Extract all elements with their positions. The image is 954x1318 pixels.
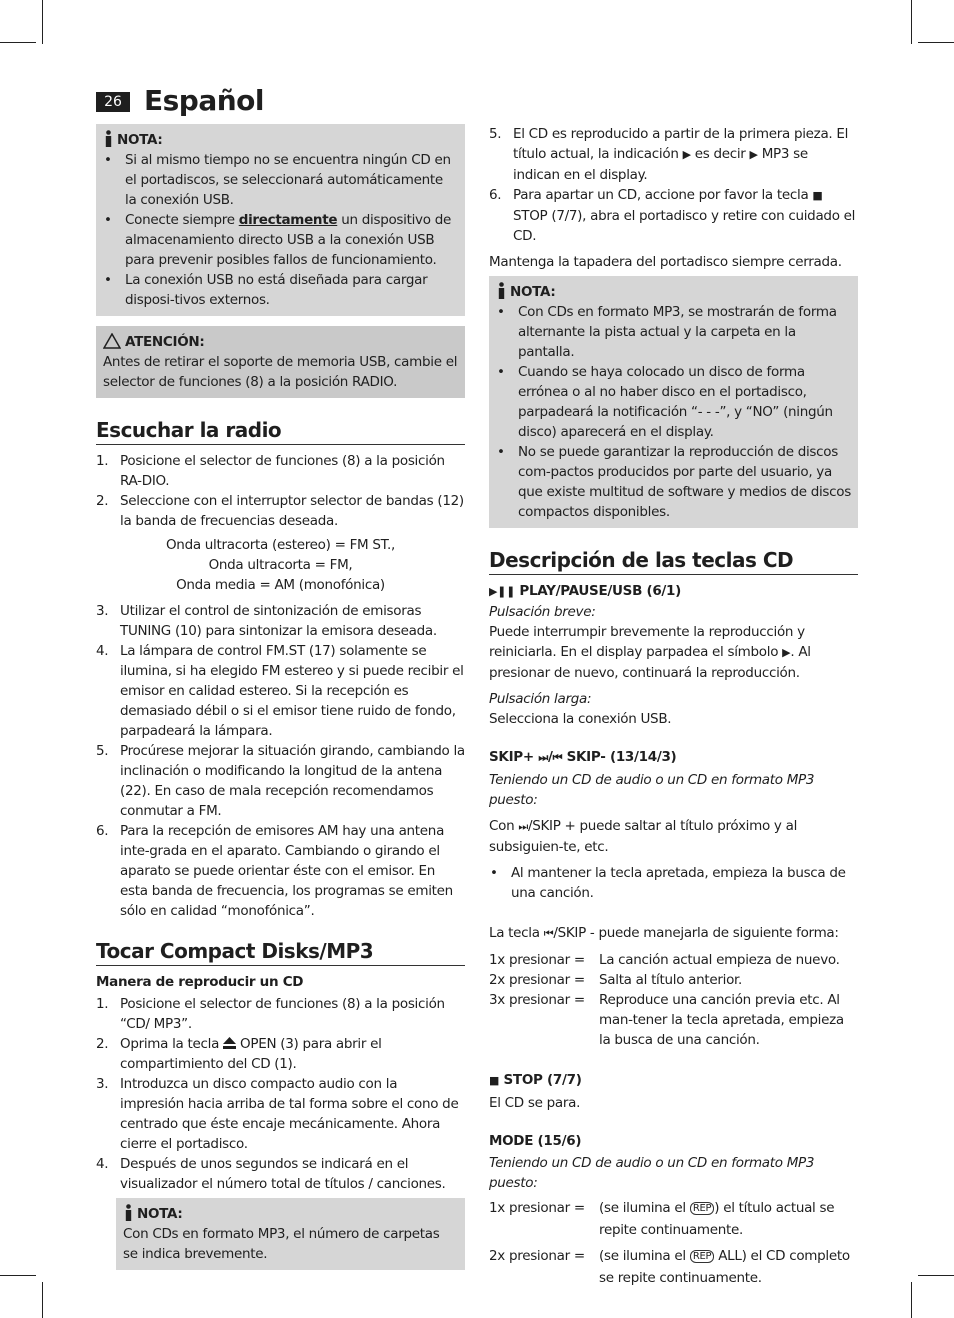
section-heading: Escuchar la radio [96, 420, 465, 445]
key-label: ▶❚❚ PLAY/PAUSE/USB (6/1) [489, 583, 682, 599]
play-icon: ▶ [682, 148, 691, 161]
crop-mark [42, 1282, 43, 1318]
list-item: 3. Introduzca un disco compacto audio con la impresión hacia arriba de tal forma sobre el cono de centrado que éste encaje mecánicamente. Ahora cierre el portadisco. [96, 1076, 459, 1152]
list-item: • Si al mismo tiempo no se encuentra ningún CD en el portadiscos, se seleccionará automáticamente la conexión USB. [103, 150, 458, 210]
attention-text: Antes de retirar el soporte de memoria USB, cambie el selector de funciones (8) a la posición RADIO. [103, 354, 458, 390]
left-column [96, 124, 465, 1270]
play-icon: ▶ [749, 148, 758, 161]
key-context: Teniendo un CD de audio o un CD en formato MP3 puesto: [489, 1155, 815, 1191]
stop-icon: ■ [489, 1074, 500, 1087]
list-item: • No se puede garantizar la reproducción de discos com-pactos producidos por parte del usuario, ya que existe multitud de software y medios de discos compactos disponibles. [496, 442, 851, 522]
repeat-icon: REP [690, 1250, 714, 1263]
note-box [116, 1198, 465, 1270]
note-box [96, 124, 465, 316]
info-icon [103, 130, 114, 147]
paragraph: El CD se para. [489, 1095, 581, 1111]
note-box [489, 276, 858, 528]
list-item: • Conecte siempre directamente un dispositivo de almacenamiento directo USB a la conexión USB para prevenir posibles fallos de funcionamiento. [103, 210, 458, 270]
list-item: • Con CDs en formato MP3, se mostrarán de forma alternante la pista actual y la carpeta en la pantalla. [496, 302, 851, 362]
page-number: 26 [96, 92, 130, 112]
paragraph: Mantenga la tapadera del portadisco siempre cerrada. [489, 254, 842, 270]
key-context: Pulsación larga: [489, 691, 592, 707]
table-row: 1x presionar = La canción actual empieza de nuevo. [489, 952, 840, 968]
crop-mark [918, 1275, 954, 1276]
paragraph: Puede interrumpir brevemente la reproducción y reiniciarla. En el display parpadea el símbolo ▶. Al presionar de nuevo, continuará la reproducción. [489, 624, 811, 681]
paragraph: Selecciona la conexión USB. [489, 711, 672, 727]
crop-mark [911, 0, 912, 44]
list-item: 2. Oprima la tecla OPEN (3) para abrir el compartimiento del CD (1). [96, 1036, 382, 1072]
press-table [489, 950, 858, 1050]
skip-forward-icon: ⏭ [538, 751, 548, 764]
play-pause-icon: ▶❚❚ [489, 585, 515, 598]
key-label: SKIP+ ⏭/⏮ SKIP- (13/14/3) [489, 749, 677, 765]
paragraph: Con ⏭/SKIP + puede saltar al título próximo y al subsiguien-te, etc. [489, 818, 798, 855]
list-item: 1. Posicione el selector de funciones (8) a la posición RA-DIO. [96, 453, 445, 489]
crop-mark [911, 1282, 912, 1318]
note-title: NOTA: [496, 282, 851, 302]
list-item: 6. Para la recepción de emisores AM hay una antena inte-grada en el aparato. Cambiando o girando el aparato se puede orientar éste con el emisor. En esta banda de frecuencia, los programas se emiten sólo en calidad “monofónica”. [96, 823, 453, 919]
info-icon [123, 1204, 134, 1221]
key-context: Pulsación breve: [489, 604, 596, 620]
eject-icon [223, 1037, 236, 1049]
note-text: Con CDs en formato MP3, el número de carpetas se indica brevemente. [123, 1226, 440, 1262]
section-heading: Descripción de las teclas CD [489, 550, 858, 575]
stop-icon: ■ [812, 189, 823, 202]
key-label: MODE (15/6) [489, 1133, 582, 1149]
skip-back-icon: ⏮ [552, 751, 563, 764]
page-title: Español [144, 84, 264, 117]
skip-forward-icon: ⏭ [518, 820, 528, 833]
crop-mark [918, 42, 954, 43]
paragraph: La tecla ⏮/SKIP - puede manejarla de siguiente forma: [489, 925, 839, 941]
table-row: 2x presionar = (se ilumina el REP ALL) el CD completo se repite continuamente. [489, 1248, 850, 1286]
table-row: 1x presionar = (se ilumina el REP ) el título actual se repite continuamente. [489, 1200, 835, 1238]
list-item: • La conexión USB no está diseñada para cargar disposi-tivos externos. [103, 270, 458, 310]
attention-title: ATENCIÓN: [103, 332, 458, 352]
key-context: Teniendo un CD de audio o un CD en formato MP3 puesto: [489, 772, 815, 808]
band-list: Onda ultracorta (estereo) = FM ST., Onda ultracorta = FM, Onda media = AM (monofónica) [165, 537, 395, 593]
list-item: • Cuando se haya colocado un disco de forma errónea o al no haber disco en el portadisco, parpadeará la notificación “- - -”, y “NO” (ningún disco) aparecerá en el display. [496, 362, 851, 442]
list-item: • Al mantener la tecla apretada, empieza la busca de una canción. [489, 863, 858, 903]
note-title: NOTA: [103, 130, 458, 150]
list-item: 5. El CD es reproducido a partir de la primera pieza. El título actual, la indicación ▶ es decir ▶ MP3 se indican en el display. [489, 126, 849, 183]
list-item: 4. Después de unos segundos se indicará en el visualizador el número total de títulos / canciones. [96, 1156, 446, 1192]
repeat-icon: REP [690, 1202, 714, 1215]
right-column [489, 124, 858, 1289]
note-title: NOTA: [123, 1204, 458, 1224]
section-heading: Tocar Compact Disks/MP3 [96, 941, 465, 966]
list-item: 3. Utilizar el control de sintonización de emisoras TUNING (10) para sintonizar la emisora deseada. [96, 603, 437, 639]
list-item: 5. Procúrese mejorar la situación girando, cambiando la inclinación o modificando la longitud de la antena (22). En caso de mala recepción recomendamos conmutar a FM. [96, 743, 465, 819]
crop-mark [0, 1275, 36, 1276]
list-item: 6. Para apartar un CD, accione por favor la tecla ■ STOP (7/7), abra el portadisco y retire con cuidado el CD. [489, 187, 856, 244]
play-icon: ▶ [782, 646, 791, 659]
attention-box [96, 326, 465, 398]
list-item: 2. Seleccione con el interruptor selector de bandas (12) la banda de frecuencias deseada. [96, 493, 464, 529]
warning-icon [103, 333, 121, 349]
skip-back-icon: ⏮ [543, 927, 554, 940]
list-item: 1. Posicione el selector de funciones (8) a la posición “CD/ MP3”. [96, 996, 445, 1032]
list-item: 4. La lámpara de control FM.ST (17) solamente se ilumina, si ha elegido FM estereo y si puede recibir el emisor en calidad estereo. Si la recepción es demasiado débil o si el emisor tiene ruido de fondo, parpadeará la lámpara. [96, 643, 464, 739]
key-label: ■ STOP (7/7) [489, 1072, 582, 1088]
subheading: Manera de reproducir un CD [96, 974, 304, 990]
table-row: 2x presionar = Salta al título anterior. [489, 972, 743, 988]
info-icon [496, 282, 507, 299]
crop-mark [0, 42, 36, 43]
crop-mark [42, 0, 43, 44]
table-row: 3x presionar = Reproduce una canción previa etc. Al man-tener la tecla apretada, empieza la busca de una canción. [489, 992, 844, 1048]
press-table [489, 1197, 858, 1289]
